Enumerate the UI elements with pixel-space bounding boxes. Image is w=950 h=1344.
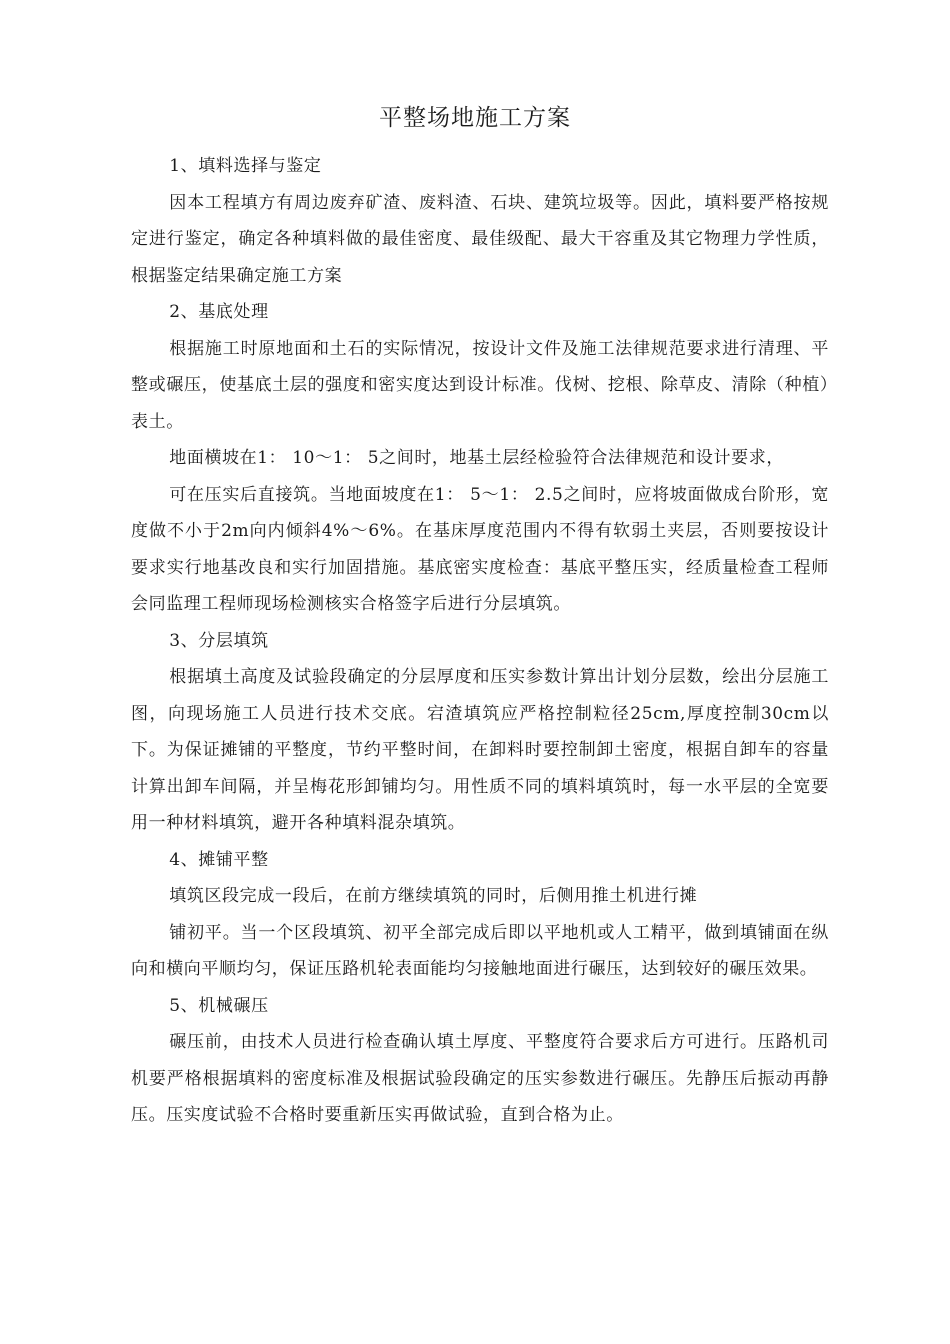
paragraph: 根据施工时原地面和土石的实际情况，按设计文件及施工法律规范要求进行清理、平整或碾压，使基底土层的强度和密实度达到设计标准。伐树、挖根、除草皮、清除（种植）表土。 bbox=[131, 338, 829, 432]
paragraph: 铺初平。当一个区段填筑、初平全部完成后即以平地机或人工精平，做到填铺面在纵向和横向平顺均匀，保证压路机轮表面能均匀接触地面进行碾压，达到较好的碾压效果。 bbox=[131, 922, 829, 979]
paragraph: 因本工程填方有周边废弃矿渣、废料渣、石块、建筑垃圾等。因此，填料要严格按规定进行鉴定，确定各种填料做的最佳密度、最佳级配、最大干容重及其它物理力学性质，根据鉴定结果确定施工方案 bbox=[131, 192, 829, 286]
section-heading: 4、摊铺平整 bbox=[169, 849, 269, 870]
section-2 bbox=[131, 294, 829, 623]
section-heading: 1、填料选择与鉴定 bbox=[169, 156, 322, 176]
section-3 bbox=[131, 623, 829, 842]
section-heading: 5、机械碾压 bbox=[169, 995, 269, 1016]
section-4 bbox=[131, 842, 829, 988]
paragraph: 根据填土高度及试验段确定的分层厚度和压实参数计算出计划分层数，绘出分层施工图，向现场施工人员进行技术交底。宕渣填筑应严格控制粒径25cm,厚度控制30cm以下。为保证摊铺的平整度，节约平整时间，在卸料时要控制卸土密度，根据自卸车的容量计算出卸车间隔，并呈梅花形卸铺均匀。用性质不同的填料填筑时，每一水平层的全宽要用一种材料填筑，避开各种填料混杂填筑。 bbox=[131, 667, 829, 833]
document-body bbox=[131, 148, 829, 1134]
section-heading: 2、基底处理 bbox=[169, 302, 269, 322]
paragraph: 可在压实后直接筑。当地面坡度在1： 5〜1： 2.5之间时，应将坡面做成台阶形，宽度做不小于2m向内倾斜4%〜6%。在基床厚度范围内不得有软弱土夹层，否则要按设计要求实行地基改良和实行加固措施。基底密实度检查：基底平整压实，经质量检查工程师会同监理工程师现场检测核实合格签字后进行分层填筑。 bbox=[131, 484, 829, 614]
document-title: 平整场地施工方案 bbox=[379, 105, 571, 131]
paragraph: 地面横坡在1： 10〜1： 5之间时，地基土层经检验符合法律规范和设计要求， bbox=[169, 448, 784, 468]
paragraph: 填筑区段完成一段后，在前方继续填筑的同时，后侧用推土机进行摊 bbox=[169, 886, 698, 906]
section-heading: 3、分层填筑 bbox=[169, 630, 269, 651]
paragraph: 碾压前，由技术人员进行检查确认填土厚度、平整度符合要求后方可进行。压路机司机要严格根据填料的密度标准及根据试验段确定的压实参数进行碾压。先静压后振动再静压。压实度试验不合格时要重新压实再做试验，直到合格为止。 bbox=[131, 1032, 829, 1125]
section-1 bbox=[131, 148, 829, 294]
section-5 bbox=[131, 988, 829, 1134]
